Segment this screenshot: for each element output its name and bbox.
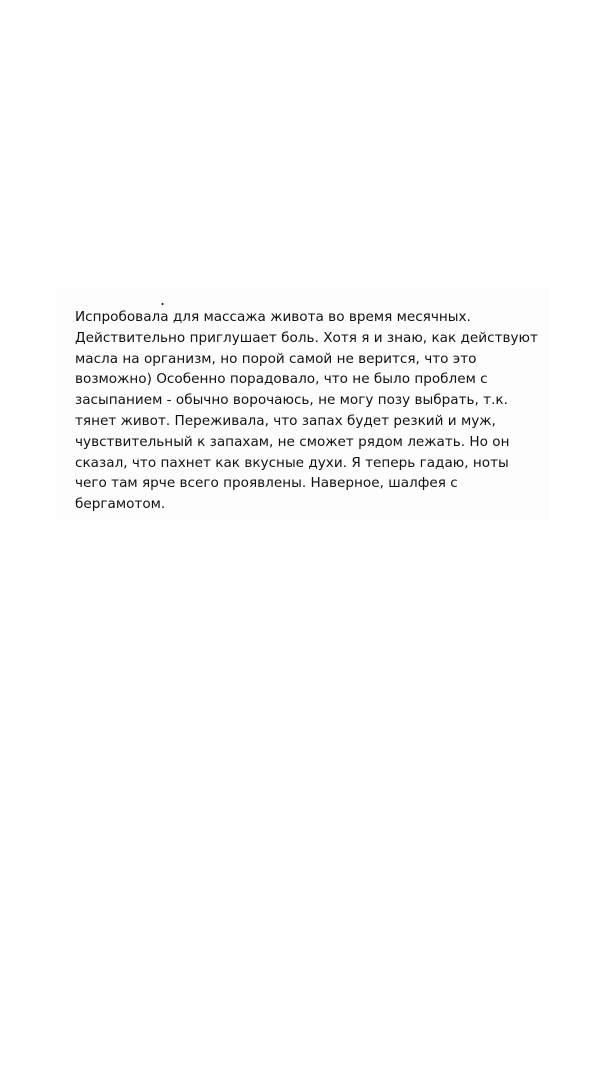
review-marker: . <box>160 290 166 309</box>
review-text: Испробовала для массажа живота во время месячных. Действительно приглушает боль. Хотя я и знаю, как действуют масла на организм, но порой самой не верится, что это возможно) Особенно порадовало, что не было проблем с засыпанием - обычно ворочаюсь, не могу позу выбрать, т.к. тянет живот. Переживала, что запах будет резкий и муж, чувствительный к запахам, не сможет рядом лежать. Но он сказал, что пахнет как вкусные духи. Я теперь гадаю, ноты чего там ярче всего проявлены. Наверное, шалфея с бергамотом. <box>75 309 538 513</box>
review-card <box>56 288 550 520</box>
